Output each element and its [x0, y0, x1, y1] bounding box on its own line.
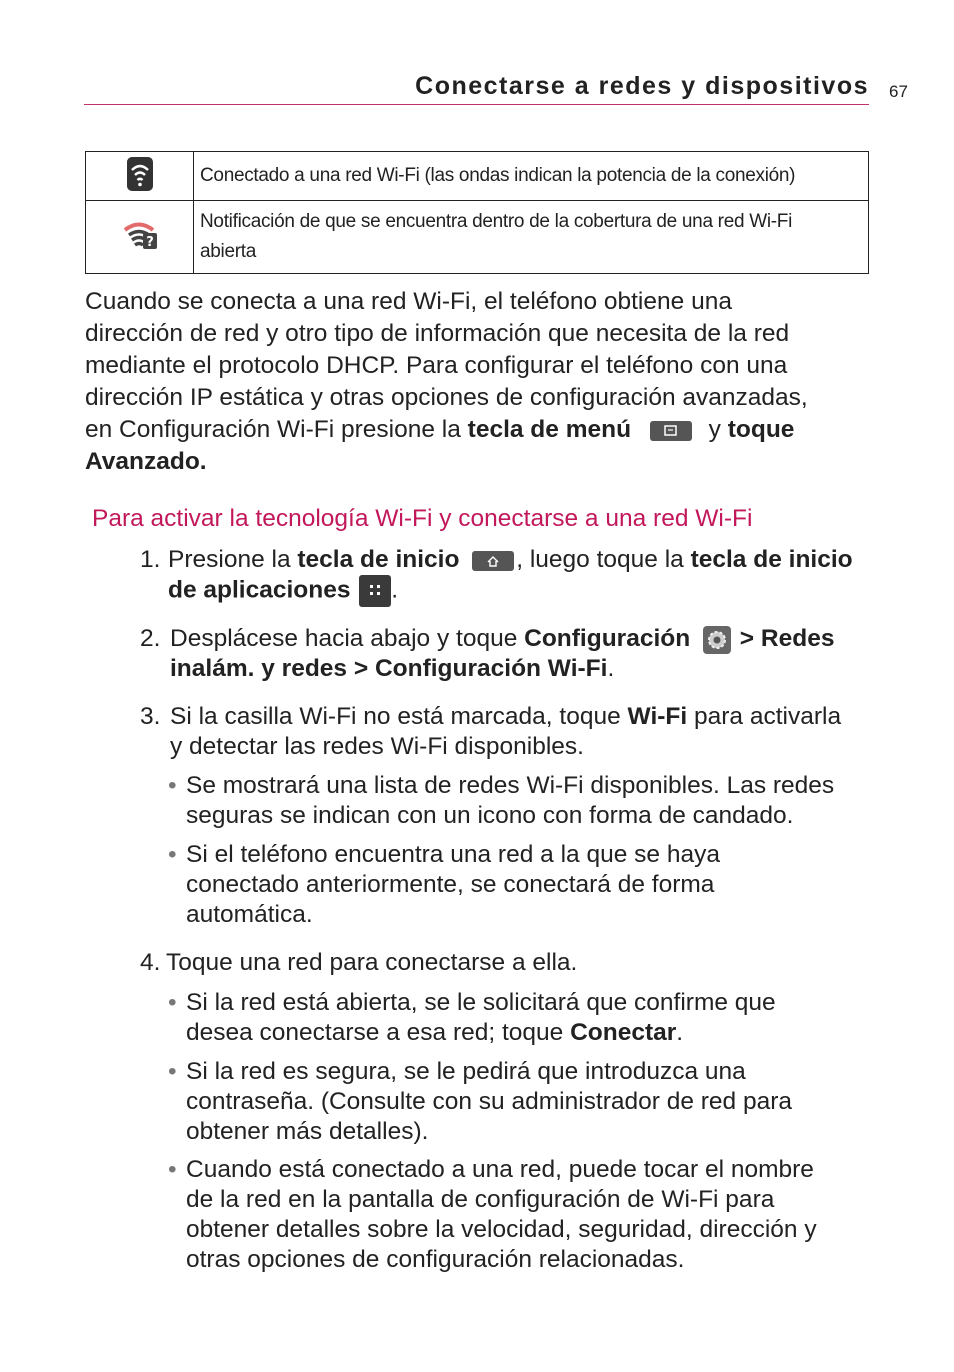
icon-description: Notificación de que se encuentra dentro de la cobertura de una red Wi-Fi abierta [194, 201, 869, 274]
page-header [84, 68, 869, 105]
wifi-connected-icon [127, 157, 153, 191]
wifi-toggle-label: Wi-Fi [627, 703, 688, 730]
connect-label: Conectar [570, 1019, 677, 1046]
app-launcher-icon [359, 575, 391, 607]
table-row [86, 201, 869, 274]
menu-key-icon [650, 421, 692, 441]
advanced-option-label: Avanzado. [85, 448, 207, 475]
intro-paragraph: Cuando se conecta a una red Wi-Fi, el teléfono obtiene una dirección de red y otro tipo de información que necesita de la red mediante el protocolo DHCP. Para configurar el teléfono con una dirección IP estática y otras opciones de configuración avanzadas, en Configuración Wi-Fi presione la tecla de menú y toque Avanzado. [85, 286, 875, 478]
icon-cell [86, 201, 194, 274]
wifi-open-network-icon [121, 218, 159, 252]
page-number: 67 [889, 82, 908, 101]
menu-key-label: tecla de menú [467, 416, 632, 443]
settings-label: Configuración [524, 625, 691, 652]
svg-text:?: ? [145, 234, 154, 250]
icon-description: Conectado a una red Wi-Fi (las ondas indican la potencia de la conexión) [194, 152, 869, 201]
settings-gear-icon [703, 626, 731, 654]
icon-cell [86, 152, 194, 201]
status-icon-table [85, 151, 869, 274]
wifi-settings-path: inalám. y redes > Configuración Wi-Fi [170, 655, 608, 682]
chapter-title: Conectarse a redes y dispositivos [415, 72, 869, 100]
table-row [86, 152, 869, 201]
home-key-label: tecla de inicio [297, 546, 460, 573]
section-heading: Para activar la tecnología Wi-Fi y conectarse a una red Wi-Fi [92, 505, 753, 532]
home-key-icon [472, 551, 514, 571]
app-launcher-label: de aplicaciones [168, 576, 351, 604]
